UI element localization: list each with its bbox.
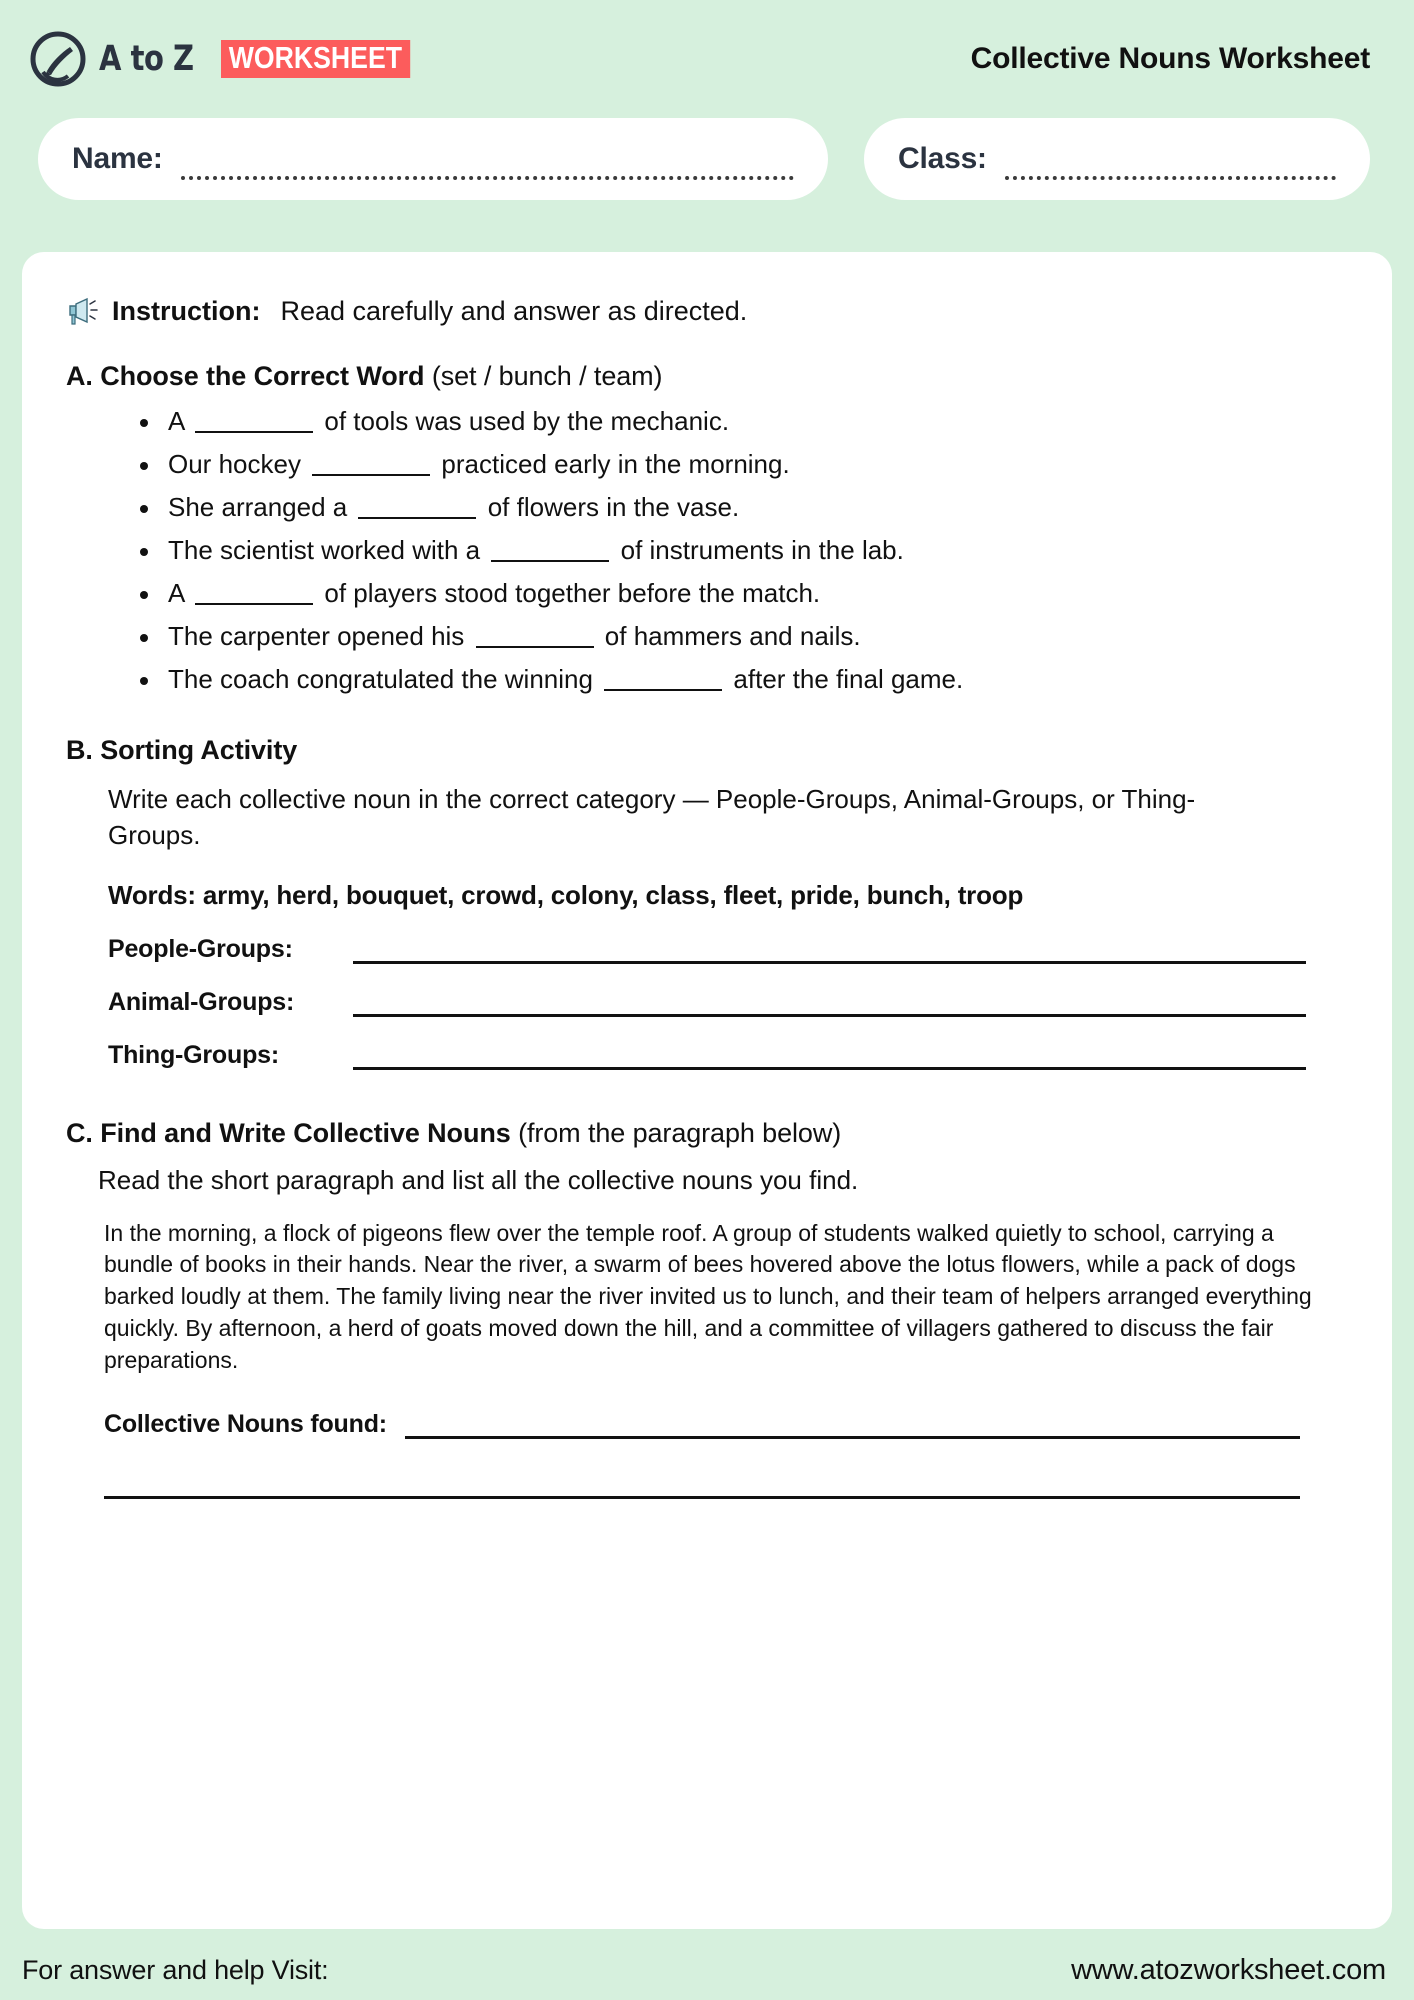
category-answer-line-people[interactable] [353,942,1306,964]
category-row-animal [108,988,1348,1017]
question-text-before: The coach congratulated the winning [168,664,593,694]
instruction-text: Read carefully and answer as directed. [280,295,748,326]
footer-website-link[interactable]: www.atozworksheet.com [1071,1953,1386,1986]
list-item [134,623,1348,649]
brand-logo [30,31,440,87]
answer-blank[interactable] [604,689,722,691]
section-a-heading-bold: A. Choose the Correct Word [66,361,425,391]
words-label: Words: [108,879,196,910]
category-row-people [108,935,1348,964]
question-text-before: She arranged a [168,492,348,522]
question-text-before: A [168,578,184,608]
category-answer-line-animal[interactable] [353,995,1306,1017]
question-text-after: of hammers and nails. [604,621,861,651]
page-header [0,0,1414,118]
list-item [134,408,1348,434]
footer-help-text: For answer and help Visit: [22,1954,329,1985]
collective-nouns-found-line-2[interactable] [104,1479,1300,1499]
answer-blank[interactable] [491,560,609,562]
question-text-after: after the final game. [733,664,964,694]
student-info-row [0,118,1414,200]
section-a-heading [66,361,1348,392]
name-label: Name: [72,142,163,175]
answer-blank[interactable] [476,646,594,648]
section-c [66,1118,1348,1500]
page-footer [0,1940,1414,2000]
answer-blank[interactable] [195,431,313,433]
section-a [66,361,1348,692]
section-b-heading: B. Sorting Activity [66,735,298,765]
list-item [134,537,1348,563]
question-text-after: of tools was used by the mechanic. [324,406,730,436]
question-text-before: The scientist worked with a [168,535,481,565]
question-text-after: of instruments in the lab. [620,535,904,565]
section-b-intro: Write each collective noun in the correct category — People-Groups, Animal-Groups, or Thing-Groups. [108,784,1196,850]
worksheet-card [22,252,1392,1929]
collective-nouns-found-line-1[interactable] [405,1419,1300,1439]
collective-nouns-found-row [104,1410,1348,1439]
list-item [134,494,1348,520]
name-field-box[interactable] [38,118,828,200]
list-item [134,451,1348,477]
collective-nouns-found-label: Collective Nouns found: [104,1410,387,1439]
question-text-after: of flowers in the vase. [487,492,740,522]
category-answer-line-thing[interactable] [353,1048,1306,1070]
brand-tag: WORKSHEET [221,40,410,79]
question-text-after: practiced early in the morning. [441,449,790,479]
section-a-question-list [134,408,1348,692]
section-c-subtitle: Read the short paragraph and list all the collective nouns you find. [98,1164,859,1195]
answer-blank[interactable] [195,603,313,605]
question-text-before: Our hockey [168,449,301,479]
class-field-box[interactable] [864,118,1370,200]
category-row-thing [108,1041,1348,1070]
section-c-heading-bold: C. Find and Write Collective Nouns [66,1117,511,1148]
category-label-thing: Thing-Groups: [108,1040,279,1069]
question-text-before: A [168,406,184,436]
words-list: army, herd, bouquet, crowd, colony, class, fleet, pride, bunch, troop [202,879,1024,910]
pen-in-circle-icon [30,31,86,87]
answer-blank[interactable] [358,517,476,519]
instruction-row [66,294,1348,328]
category-label-people: People-Groups: [108,934,293,963]
name-input-line[interactable] [181,166,794,180]
section-b [66,735,1348,1070]
class-label: Class: [898,142,987,175]
section-a-heading-normal: (set / bunch / team) [431,361,663,391]
question-text-after: of players stood together before the match. [324,578,821,608]
page-title: Collective Nouns Worksheet [970,42,1370,75]
list-item [134,580,1348,606]
instruction-label: Instruction: [112,295,261,326]
question-text-before: The carpenter opened his [168,621,465,651]
brand-name: A to Z [99,39,194,79]
section-c-heading-normal: (from the paragraph below) [518,1117,842,1148]
category-label-animal: Animal-Groups: [108,987,295,1016]
megaphone-icon [66,294,100,328]
section-b-words-row [108,880,1348,911]
section-c-heading [66,1118,1348,1149]
answer-blank[interactable] [312,474,430,476]
section-c-paragraph: In the morning, a flock of pigeons flew over the temple roof. A group of students walked quietly to school, carrying a bundle of books in their hands. Near the river, a swarm of bees hovered above the lotus flowers, while a pack of dogs barked loudly at them. The family living near the river invited us to lunch, and their team of helpers arranged everything quickly. By afternoon, a herd of goats moved down the hill, and a committee of villagers gathered to discuss the fair preparations. [104,1219,1312,1373]
list-item [134,666,1348,692]
class-input-line[interactable] [1005,166,1336,180]
